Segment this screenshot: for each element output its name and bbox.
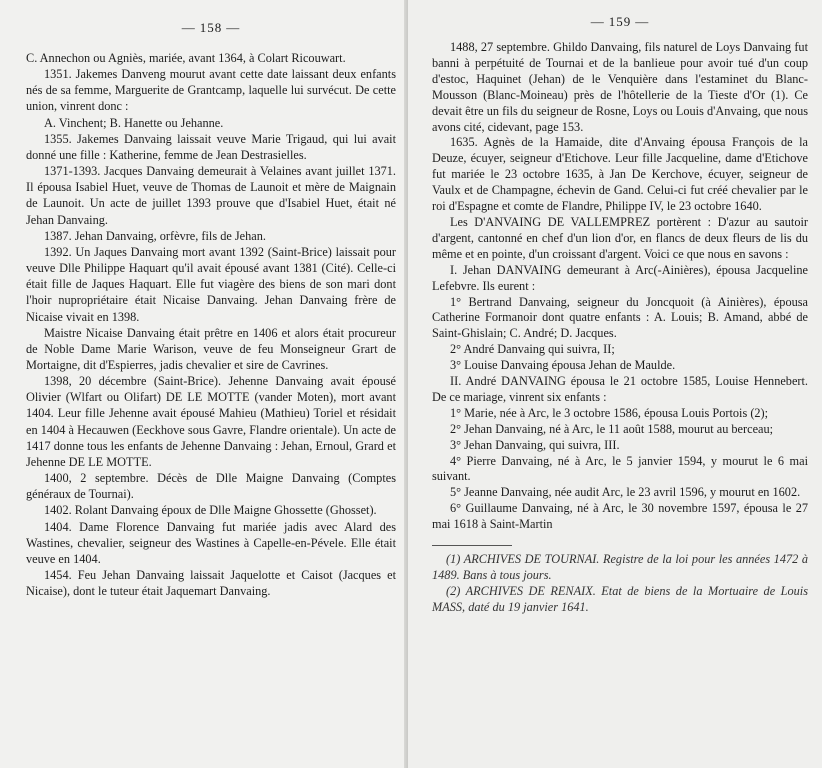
paragraph: 1392. Un Jaques Danvaing mort avant 1392 (Saint-Brice) laissait pour veuve Dlle Philippe Haquart qu'il avait épousé avant 1381 (Cité). Celle-ci était fille de Jaques Haquart. Elle fut viagère des biens de son mari dont l'hoir nupropriétaire était Nicaise Danvaing. Jehan Danvaing frère de Nicaise vivait en 1398.: [26, 244, 396, 324]
paragraph: 1371-1393. Jacques Danvaing demeurait à Velaines avant juillet 1371. Il épousa Isabiel Huet, veuve de Thomas de Launoit et mère de Maignain de Launoit. Un acte de juillet 1393 prouve que d'Isabiel Huet, était né Jehan Danvaing.: [26, 164, 396, 227]
paragraph: 3° Louise Danvaing épousa Jehan de Maulde.: [450, 358, 676, 373]
dash: —: [226, 20, 241, 35]
paragraph: 1° Marie, née à Arc, le 3 octobre 1586, épousa Louis Portois (2);: [450, 405, 769, 420]
dash: —: [635, 14, 650, 29]
page-number-left: [26, 20, 396, 36]
paragraph: 3° Jehan Danvaing, qui suivra, III.: [450, 437, 620, 452]
right-page: [408, 0, 822, 768]
paragraph: 2° Jehan Danvaing, né à Arc, le 11 août 1588, mourut au berceau;: [450, 421, 774, 436]
paragraph: 1635. Agnès de la Hamaide, dite d'Anvaing épousa François de la Deuze, écuyer, seigneur d'Etichove. Leur fille Jacqueline, dame d'Etichove fut mariée le 23 octobre 1635, à Jan De Kerchove, écuyer, seigneur de Vaulx et de Champagne, échevin de Gand. Celui-ci fut créé chevalier par le roi d'Espagne et comte de Flandre, Philippe IV, le 23 octobre 1640.: [432, 135, 808, 214]
paragraph: 1488, 27 septembre. Ghildo Danvaing, fils naturel de Loys Danvaing fut banni à perpétuité de Tournai et de la banlieue pour avoir tué d'un coup d'estoc, Haquinet (Jehan) de le Venquière dans l'estaminet du Blanc-Mousson (Blanc-Moineau) près de l'hôtellerie de la Tieste d'Or (1). Ce devait être un fils du seigneur de Rosne, Loys ou Louis d'Anvaing, que nous avons cité, cidevant, page 153.: [432, 40, 808, 134]
paragraph: 1351. Jakemes Danveng mourut avant cette date laissant deux enfants nés de sa femme, Marguerite de Grantcamp, laquelle lui survécut. De cette union, vinrent donc :: [26, 67, 396, 114]
paragraph: 1400, 2 septembre. Décès de Dlle Maigne Danvaing (Comptes généraux de Tournai).: [26, 471, 396, 502]
paragraph: 4° Pierre Danvaing, né à Arc, le 5 janvier 1594, y mourut le 6 mai suivant.: [432, 453, 808, 484]
left-page: [0, 0, 408, 768]
paragraph: A. Vinchent; B. Hanette ou Jehanne.: [44, 115, 224, 130]
footnote: (1) ARCHIVES DE TOURNAI. Registre de la loi pour les années 1472 à 1489. Bans à tous jours.: [432, 552, 808, 582]
paragraph: 5° Jeanne Danvaing, née audit Arc, le 23 avril 1596, y mourut en 1602.: [450, 485, 801, 500]
paragraph: C. Annechon ou Agniès, mariée, avant 1364, à Colart Ricouwart.: [26, 51, 346, 65]
page-number-text: 158: [199, 20, 223, 35]
paragraph: I. Jehan DANVAING demeurant à Arc(-Ainières), épousa Jacqueline Lefebvre. Ils eurent :: [432, 262, 808, 293]
paragraph: 1° Bertrand Danvaing, seigneur du Joncquoit (à Ainières), épousa Catherine Formanoir dont quatre enfants : A. Louis; B. Amand, abbé de Saint-Ghislain; C. André; D. Jacques.: [432, 294, 808, 341]
paragraph: Les D'ANVAING DE VALLEMPREZ portèrent : D'azur au sautoir d'argent, cantonné en chef d'un lion d'or, en flancs de deux fleurs de lis du même et en pointe, d'un croissant d'argent. Voici ce que nous en savons :: [432, 214, 808, 261]
paragraph: 1398, 20 décembre (Saint-Brice). Jehenne Danvaing avait épousé Olivier (Wlfart ou Olifart) DE LE MOTTE (vander Moten), mort avant 1404. Leur fille Jehenne avait épousé Mahieu (Mathieu) Toriel et résidait en 1404 à Hecauwen (Eeckhove sous Gavre, Flandre orientale). Un acte de 1417 donne tous les enfants de Jehenne Danvaing : Jehan, Ernoul, Grard et Jehenne DE LE MOTTE.: [26, 374, 396, 469]
page-number-right: [432, 14, 808, 30]
footnote: (2) ARCHIVES DE RENAIX. Etat de biens de la Mortuaire de Louis MASS, daté du 19 janvier 1641.: [432, 583, 808, 614]
paragraph: 1454. Feu Jehan Danvaing laissait Jaquelotte et Caisot (Jacques et Nicaise), dont le tuteur était Jaquemart Danvaing.: [26, 568, 396, 599]
paragraph: Maistre Nicaise Danvaing était prêtre en 1406 et alors était procureur de Noble Dame Marie Warison, veuve de feu Monseigneur Grart de Mortaigne, dit d'Espierres, jadis chevalier et sire de Cavrines.: [26, 325, 396, 372]
footnote-rule: [432, 545, 512, 546]
paragraph: 1387. Jehan Danvaing, orfèvre, fils de Jehan.: [44, 228, 266, 243]
paragraph: 1402. Rolant Danvaing époux de Dlle Maigne Ghossette (Ghosset).: [44, 503, 377, 518]
page-number-text: 159: [608, 14, 632, 29]
dash: —: [590, 14, 605, 29]
paragraph: II. André DANVAING épousa le 21 octobre 1585, Louise Hennebert. De ce mariage, vinrent six enfants :: [432, 374, 808, 404]
dash: —: [181, 20, 196, 35]
paragraph: 2° André Danvaing qui suivra, II;: [450, 342, 615, 357]
paragraph: 1355. Jakemes Danvaing laissait veuve Marie Trigaud, qui lui avait donné une fille : Katherine, femme de Jean Destrasielles.: [26, 131, 396, 162]
paragraph: 6° Guillaume Danvaing, né à Arc, le 30 novembre 1597, épousa le 27 mai 1618 à Saint-Martin: [432, 501, 808, 532]
paragraph: 1404. Dame Florence Danvaing fut mariée jadis avec Alard des Wastines, chevalier, seigneur des Wastines à Capelle-en-Pévele. Elle était veuve en 1404.: [26, 519, 396, 566]
